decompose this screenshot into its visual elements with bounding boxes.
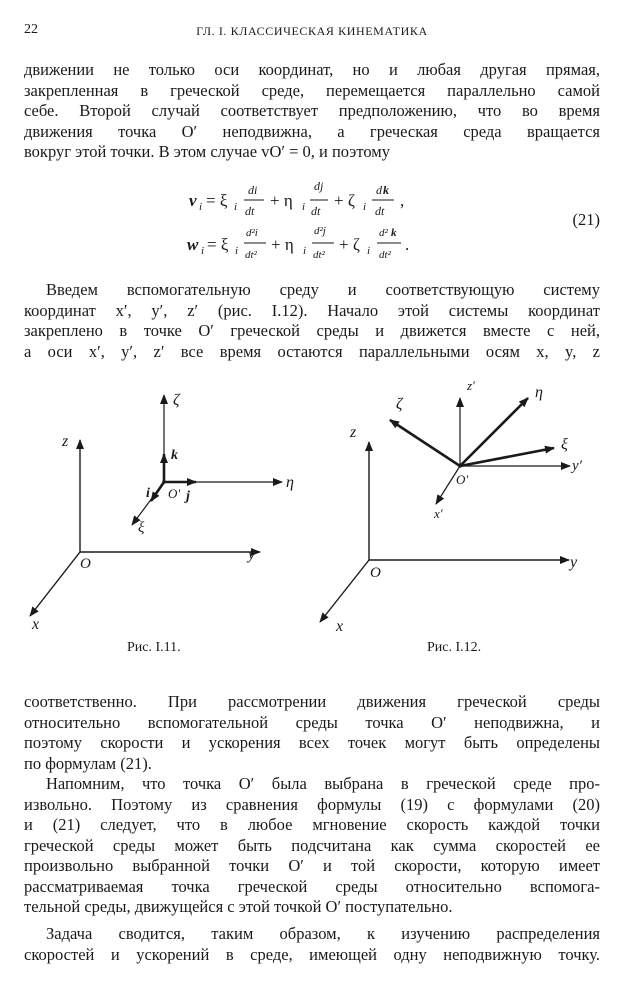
text-line: Введем вспомогательную среду и соответствующую систему <box>46 280 600 299</box>
svg-text:dt²: dt² <box>245 249 257 261</box>
equation-line-2-text <box>24 170 25 171</box>
svg-text:= ξ: = ξ <box>207 235 229 254</box>
fig1-label-k: k <box>171 448 178 463</box>
fig1-label-eta: η <box>286 474 294 491</box>
paragraph-5 <box>24 924 600 965</box>
svg-text:i: i <box>201 245 205 257</box>
svg-text:,: , <box>400 191 405 210</box>
text-line: движения точка O′ неподвижна, а греческая среда вращается <box>24 121 600 141</box>
svg-text:k: k <box>391 227 397 239</box>
fig2-label-O: O <box>370 565 381 581</box>
text-line: греческой среды может быть подсчитана как сумма скоростей ее <box>24 835 600 855</box>
svg-text:dt²: dt² <box>313 249 325 261</box>
fig2-label-x: x <box>336 618 344 635</box>
fig1-label-x: x <box>32 616 40 633</box>
figure2-greek-axes <box>390 398 554 466</box>
fig1-label-O-prime: O′ <box>168 486 181 501</box>
paragraph-4 <box>24 774 600 918</box>
fig2-label-x-prime: x′ <box>434 506 443 521</box>
svg-text:.: . <box>405 235 410 254</box>
text-line: Задача сводится, таким образом, к изучению распределения <box>46 924 600 943</box>
text-line: извольно. Поэтому из сравнения формулы (19) с формулами (20) <box>24 794 600 814</box>
svg-text:d²i: d²i <box>246 227 258 239</box>
figures-area <box>24 370 614 670</box>
figure2-caption: Рис. I.12. <box>427 640 482 655</box>
svg-text:+ η: + η <box>270 191 293 210</box>
svg-text:+ ζ: + ζ <box>339 235 360 254</box>
text-line: произвольно выбранной точки O′ и той скорости, которую имеет <box>24 856 600 875</box>
svg-text:i: i <box>363 201 367 213</box>
text-line: а оси x′, y′, z′ все время остаются параллельными осям x, y, z <box>24 341 600 361</box>
running-title: ГЛ. I. КЛАССИЧЕСКАЯ КИНЕМАТИКА <box>196 24 428 38</box>
text-line: рассматриваемая точка греческой среды относительно вспомога- <box>24 876 600 896</box>
svg-text:i: i <box>303 245 307 257</box>
equation-line-1-text <box>24 168 25 169</box>
svg-text:i: i <box>234 201 238 213</box>
fig2-label-y: y <box>570 554 578 571</box>
svg-text:+ ζ: + ζ <box>334 191 355 210</box>
text-line: Напомним, что точка O′ была выбрана в греческой среде про- <box>46 774 600 793</box>
svg-text:d²j: d²j <box>314 225 326 237</box>
svg-text:dt: dt <box>311 204 321 218</box>
text-line: скоростей и ускорений в среде, имеющей одну неподвижную точку. <box>24 944 600 964</box>
text-line: закреплено в точке O′ греческой среды и движется вместе с ней, <box>24 321 600 340</box>
text-line: по формулам (21). <box>24 753 152 773</box>
page-header <box>24 22 600 44</box>
svg-text:+ η: + η <box>271 235 294 254</box>
fig2-label-O-prime: O′ <box>456 472 469 487</box>
fig1-label-z: z <box>62 433 69 450</box>
svg-text:dt: dt <box>375 204 385 218</box>
text-line: закрепленная в греческой среде, перемещается параллельно самой <box>24 80 600 100</box>
svg-text:k: k <box>383 183 389 197</box>
text-line: соответственно. При рассмотрении движения греческой среды <box>24 692 600 711</box>
text-line: движении не только оси координат, но и любая другая прямая, <box>24 60 600 79</box>
text-line: поэтому скорости и ускорения всех точек могут быть определены <box>24 733 600 752</box>
fig2-label-eta: η <box>535 384 543 401</box>
svg-text:v: v <box>189 191 197 210</box>
text-line: координат x′, y′, z′ (рис. I.12). Начало этой системы координат <box>24 300 600 320</box>
fig1-label-xi: ξ <box>138 520 145 536</box>
svg-text:d²: d² <box>379 227 388 239</box>
equation-formula <box>24 168 600 268</box>
fig1-label-y: y <box>248 546 256 563</box>
svg-text:dt²: dt² <box>379 249 391 261</box>
svg-text:i: i <box>235 245 239 257</box>
fig1-label-zeta: ζ <box>173 392 180 409</box>
paragraph-3 <box>24 692 600 774</box>
text-line: тельной среды, движущейся с этой точкой O′ поступательно. <box>24 897 453 916</box>
fig1-label-i: i <box>146 486 150 501</box>
fig2-label-zeta: ζ <box>396 396 403 413</box>
svg-text:di: di <box>248 183 258 197</box>
svg-text:d: d <box>376 183 382 197</box>
figure1-caption: Рис. I.11. <box>127 640 181 655</box>
svg-text:i: i <box>302 201 306 213</box>
paragraph-2 <box>24 280 600 362</box>
text-line: относительно вспомогательной среды точка O′ неподвижна, и <box>24 712 600 732</box>
fig1-label-O: O <box>80 556 91 572</box>
fig2-label-y-prime: y′ <box>572 458 582 474</box>
paragraph-1 <box>24 60 600 163</box>
equation-number: (21) <box>572 210 600 229</box>
svg-text:dj: dj <box>314 179 324 193</box>
svg-text:= ξ: = ξ <box>206 191 228 210</box>
figure1-axes <box>30 440 260 616</box>
equation-block-21 <box>24 168 600 268</box>
text-line: и (21) следует, что в любое мгновение скорость каждой точки <box>24 815 600 834</box>
svg-text:dt: dt <box>245 204 255 218</box>
svg-text:i: i <box>199 201 203 213</box>
figure2-prime-axes <box>436 398 570 504</box>
fig2-label-z: z <box>350 424 357 441</box>
page-number: 22 <box>24 22 38 37</box>
figure2-axes <box>320 442 569 622</box>
text-line: вокруг этой точки. В этом случае vO′ = 0, и поэтому <box>24 142 390 161</box>
fig2-label-z-prime: z′ <box>467 378 475 393</box>
svg-text:i: i <box>367 245 371 257</box>
svg-text:w: w <box>187 235 199 254</box>
fig2-label-xi: ξ <box>561 436 568 453</box>
fig1-label-j: j <box>186 489 190 504</box>
text-line: себе. Второй случай соответствует предположению, что во время <box>24 101 600 120</box>
figures-drawing <box>24 370 614 670</box>
figure1-greek-axes <box>132 395 282 525</box>
